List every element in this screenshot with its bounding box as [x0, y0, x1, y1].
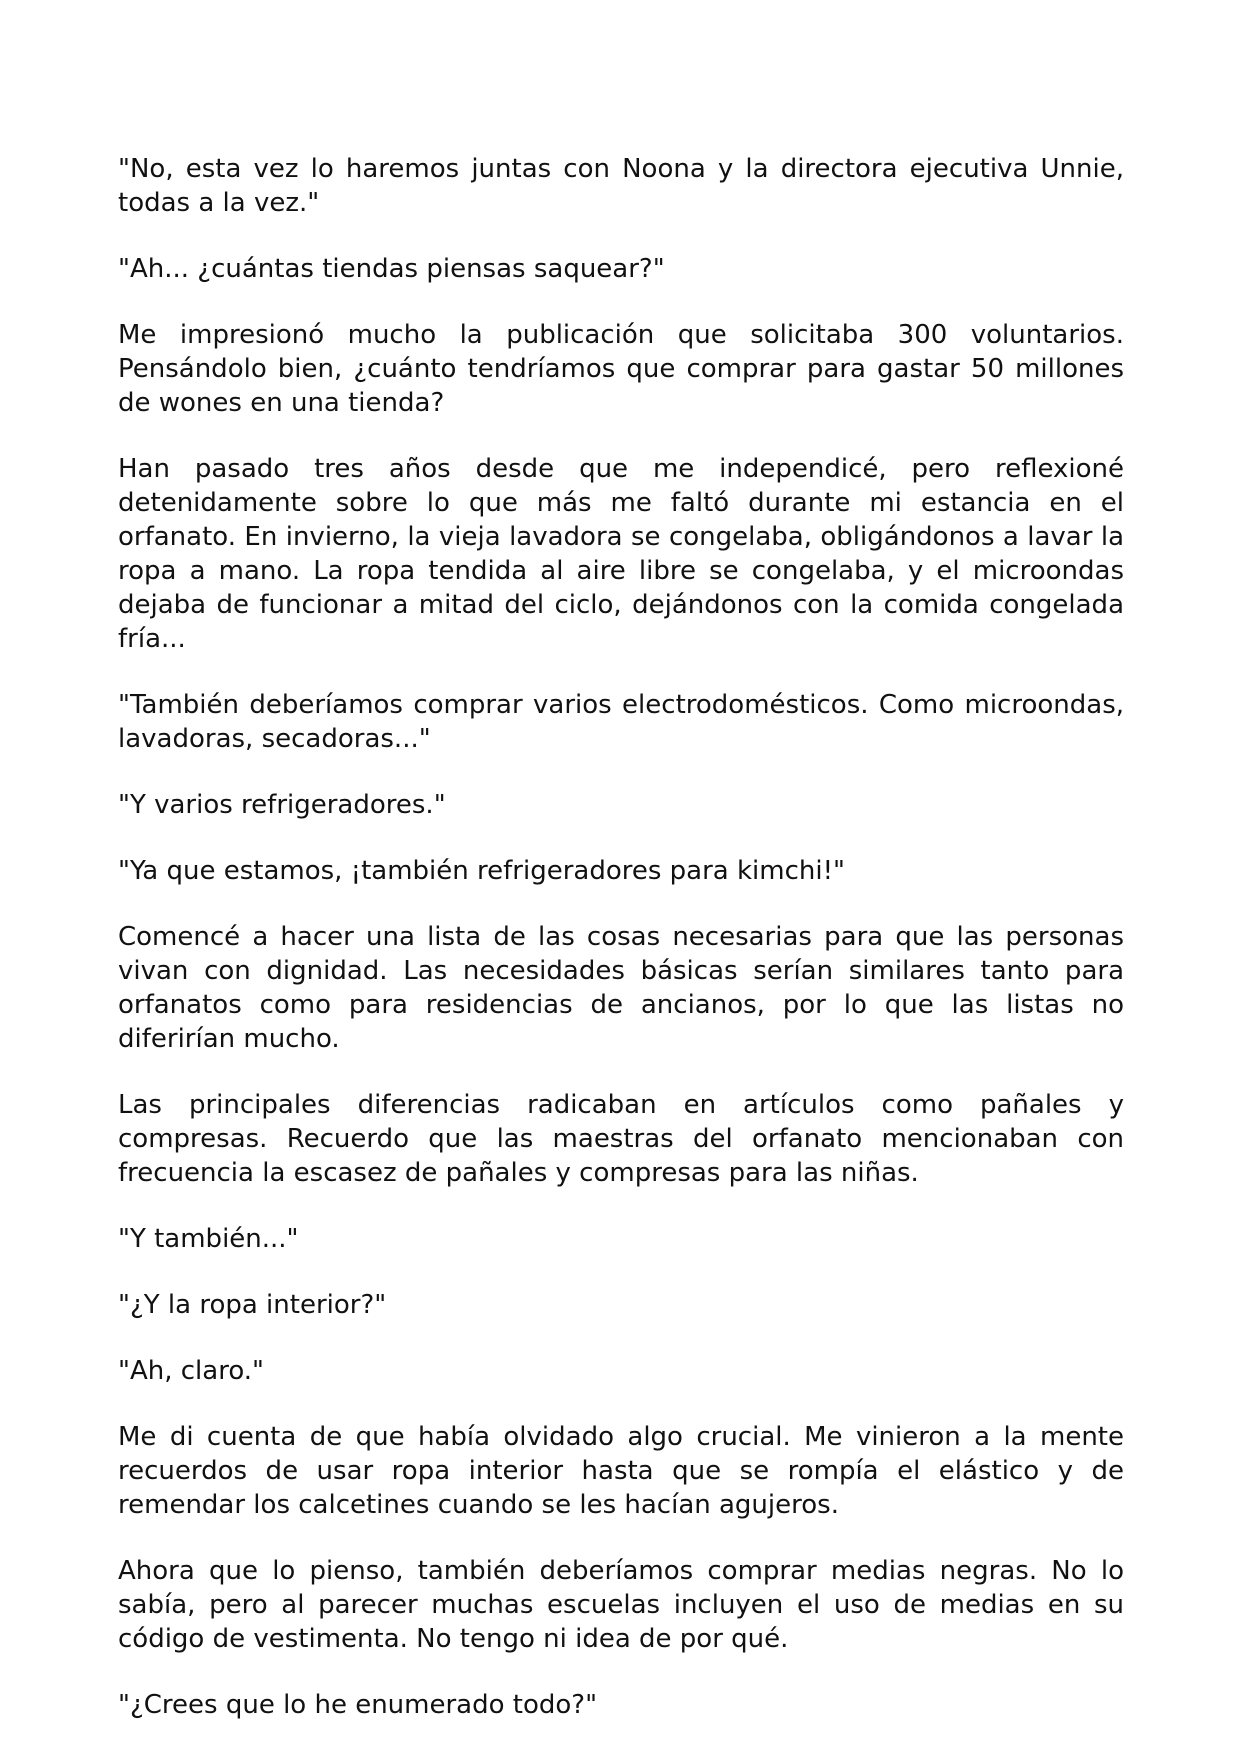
paragraph-5: "También deberíamos comprar varios electrodomésticos. Como microondas, lavadoras, secadoras..." [118, 690, 1124, 754]
paragraph-4: Han pasado tres años desde que me independicé, pero reflexioné detenidamente sobre lo que más me faltó durante mi estancia en el orfanato. En invierno, la vieja lavadora se congelaba, obligándonos a lavar la ropa a mano. La ropa tendida al aire libre se congelaba, y el microondas dejaba de funcionar a mitad del ciclo, dejándonos con la comida congelada fría... [118, 454, 1124, 654]
paragraph-10: "Y también..." [118, 1224, 299, 1254]
paragraph-3: Me impresionó mucho la publicación que solicitaba 300 voluntarios. Pensándolo bien, ¿cuánto tendríamos que comprar para gastar 50 millones de wones en una tienda? [118, 320, 1124, 418]
paragraph-9: Las principales diferencias radicaban en artículos como pañales y compresas. Recuerdo que las maestras del orfanato mencionaban con frecuencia la escasez de pañales y compresas para las niñas. [118, 1090, 1124, 1188]
paragraph-13: Me di cuenta de que había olvidado algo crucial. Me vinieron a la mente recuerdos de usar ropa interior hasta que se rompía el elástico y de remendar los calcetines cuando se les hacían agujeros. [118, 1422, 1124, 1520]
paragraph-12: "Ah, claro." [118, 1356, 264, 1386]
paragraph-2: "Ah... ¿cuántas tiendas piensas saquear?" [118, 254, 665, 284]
paragraph-8: Comencé a hacer una lista de las cosas necesarias para que las personas vivan con dignidad. Las necesidades básicas serían similares tanto para orfanatos como para residencias de ancianos, por lo que las listas no diferirían mucho. [118, 922, 1124, 1054]
document-body [118, 152, 1124, 1754]
paragraph-1: "No, esta vez lo haremos juntas con Noona y la directora ejecutiva Unnie, todas a la vez." [118, 154, 1124, 218]
paragraph-6: "Y varios refrigeradores." [118, 790, 446, 820]
paragraph-7: "Ya que estamos, ¡también refrigeradores para kimchi!" [118, 856, 845, 886]
paragraph-14: Ahora que lo pienso, también deberíamos comprar medias negras. No lo sabía, pero al parecer muchas escuelas incluyen el uso de medias en su código de vestimenta. No tengo ni idea de por qué. [118, 1556, 1124, 1654]
paragraph-11: "¿Y la ropa interior?" [118, 1290, 387, 1320]
paragraph-15: "¿Crees que lo he enumerado todo?" [118, 1690, 598, 1720]
